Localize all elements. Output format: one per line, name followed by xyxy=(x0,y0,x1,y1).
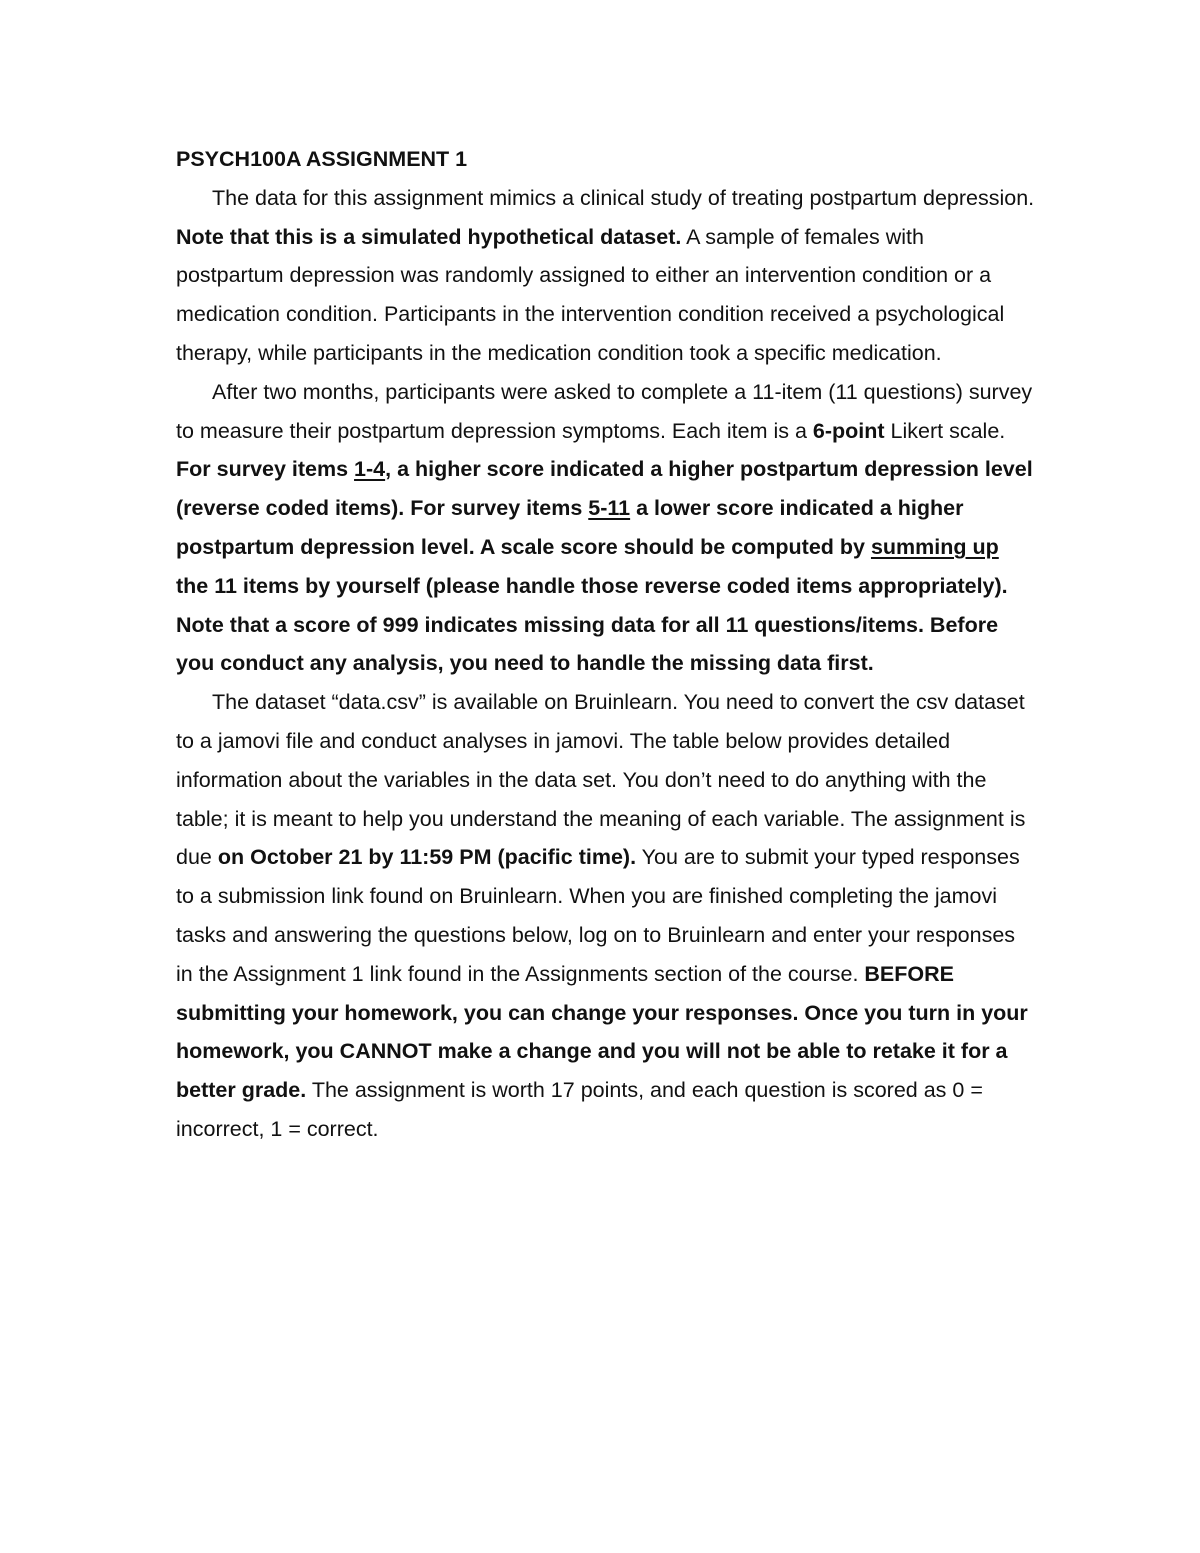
text-span: The assignment is worth 17 points, and each question is scored as 0 = incorrect, 1 = correct. xyxy=(176,1078,983,1141)
text-span: Likert scale. xyxy=(884,418,1006,443)
paragraph-survey-instructions xyxy=(176,373,1036,683)
bold-underlined-text-span: 5-11 xyxy=(588,496,631,521)
paragraph-study-description xyxy=(176,179,1036,373)
document-title: PSYCH100A ASSIGNMENT 1 xyxy=(176,147,468,171)
bold-text-span: a lower score indicated a higher postpartum depression level. A scale score should be computed by xyxy=(176,496,964,559)
text-span: The dataset “data.csv” is available on Bruinlearn. You need to convert the csv dataset to a jamovi file and conduct analyses in jamovi. The table below provides detailed information about the variables in the data set. You don’t need to do anything with the table; it is meant to help you understand the meaning of each variable. The assignment is due xyxy=(176,690,1026,870)
text-span: After two months, participants were asked to complete a 11-item (11 questions) survey to measure their postpartum depression symptoms. Each item is a xyxy=(176,379,1033,443)
bold-text-span: , a higher score indicated a higher postpartum depression level (reverse coded items). For survey items xyxy=(176,457,1033,521)
paragraph-submission-instructions xyxy=(176,683,1036,1149)
bold-text-span: BEFORE submitting your homework, you can change your responses. Once you turn in your homework, you CANNOT make a change and you will not be able to retake it for a better grade. xyxy=(176,961,1028,1103)
text-span: You are to submit your typed responses to a submission link found on Bruinlearn. When you are finished completing the jamovi tasks and answering the questions below, log on to Bruinlearn and enter your responses in the Assignment 1 link found in the Assignments section of the course. xyxy=(176,845,1020,986)
text-span: The data for this assignment mimics a clinical study of treating postpartum depression. xyxy=(212,185,1035,210)
text-span: A sample of females with postpartum depression was randomly assigned to either an intervention condition or a medication condition. Participants in the intervention condition received a psychological therapy, while participants in the medication condition took a specific medication. xyxy=(176,224,1005,365)
bold-text-span: For survey items xyxy=(176,457,355,482)
bold-text-span: 6-point xyxy=(812,418,885,443)
document-body xyxy=(176,140,1036,1149)
bold-underlined-text-span: summing up xyxy=(870,534,999,559)
bold-text-span: the 11 items by yourself (please handle those reverse coded items appropriately). Note that a score of 999 indicates missing data for all 11 questions/items. Before you conduct any analysis, you need to handle the missing data first. xyxy=(176,573,1008,676)
bold-text-span: on October 21 by 11:59 PM (pacific time). xyxy=(217,845,637,870)
bold-text-span: Note that this is a simulated hypothetical dataset. xyxy=(176,224,682,249)
bold-underlined-text-span: 1-4 xyxy=(354,457,386,482)
